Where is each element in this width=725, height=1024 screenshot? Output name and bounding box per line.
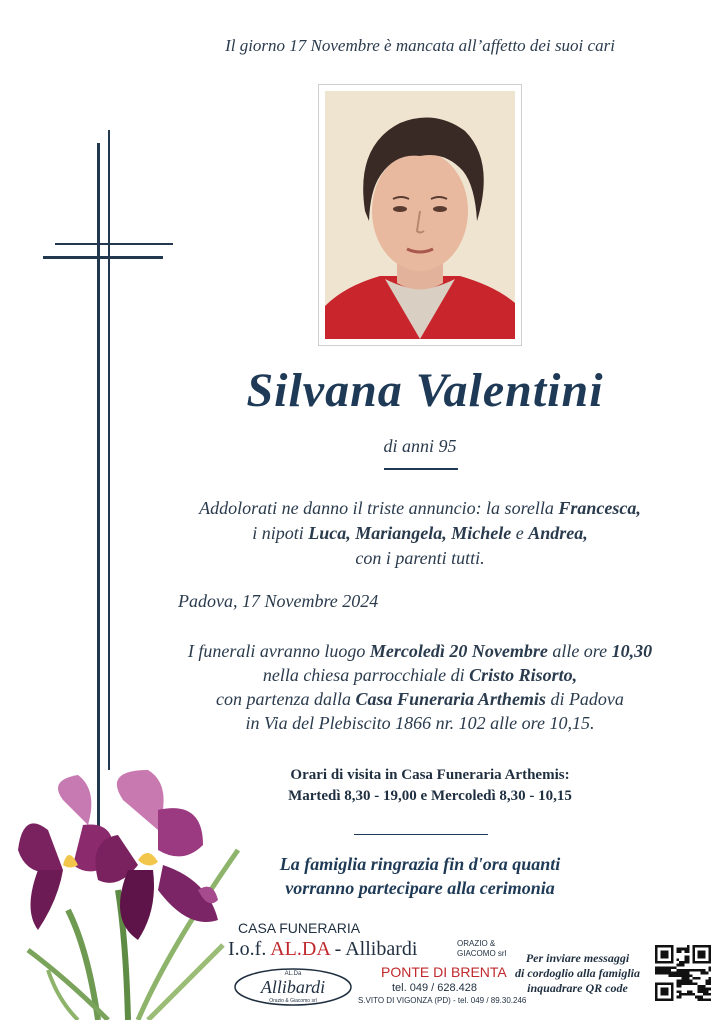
- iris-flowers-illustration: [8, 770, 248, 1020]
- funeral-text: nella chiesa parrocchiale di: [262, 665, 470, 685]
- deceased-name: Silvana Valentini: [246, 364, 604, 417]
- cross-vertical-bar-thin: [108, 130, 110, 770]
- fh-name-brand: AL.DA: [270, 938, 330, 960]
- funeral-home-phone: tel. 049 / 628.428: [392, 982, 478, 994]
- allibardi-logo: [233, 967, 353, 1007]
- funeral-line-2: [140, 665, 700, 686]
- thanks-line-2: vorranno partecipare alla cerimonia: [285, 878, 555, 898]
- announcement-text: Addolorati ne danno il triste annuncio: la sorella: [199, 498, 559, 518]
- qr-code[interactable]: [655, 945, 711, 1001]
- intro-text: Il giorno 17 Novembre è mancata all’affetto dei suoi cari: [225, 36, 615, 55]
- section-divider: [354, 834, 488, 835]
- fh-name-part: I.o.f.: [228, 938, 271, 960]
- funeral-home-title: [228, 938, 417, 961]
- funeral-home-location: PONTE DI BRENTA: [381, 964, 507, 980]
- logo-small-text: AL.Da: [284, 971, 302, 977]
- cross-vertical-bar: [97, 143, 100, 843]
- funeral-time: 10,30: [611, 641, 653, 661]
- funeral-date: Mercoledì 20 Novembre: [369, 641, 548, 661]
- qr-text-line: di cordoglio alla famiglia: [515, 966, 640, 980]
- age-divider: [384, 468, 458, 470]
- funeral-home-name: Casa Funeraria Arthemis: [355, 689, 546, 709]
- fh-owner-line: GIACOMO srl: [457, 949, 507, 958]
- funeral-line-4: in Via del Plebiscito 1866 nr. 102 alle ore 10,15.: [245, 713, 595, 733]
- cross-horizontal-bar-thin: [55, 243, 173, 245]
- qr-text-line: inquadrare QR code: [527, 981, 628, 995]
- announcement-line-1: [150, 498, 690, 519]
- announcement-text: e: [511, 523, 529, 543]
- funeral-text: alle ore: [547, 641, 612, 661]
- cross-horizontal-bar: [43, 256, 163, 259]
- age-text: di anni 95: [383, 436, 457, 456]
- funeral-line-3: [140, 689, 700, 710]
- portrait-photo: [318, 84, 522, 346]
- funeral-home-owners: [457, 939, 506, 959]
- funeral-home-address: S.VITO DI VIGONZA (PD) - tel. 049 / 89.30.246: [358, 996, 527, 1005]
- portrait-image: [325, 91, 515, 339]
- qr-instructions: [500, 951, 655, 996]
- funeral-line-1: [140, 641, 700, 662]
- announcement-line-3: con i parenti tutti.: [355, 548, 485, 568]
- place-date: Padova, 17 Novembre 2024: [178, 591, 379, 611]
- church-name: Cristo Risorto,: [469, 665, 578, 685]
- fh-owner-line: ORAZIO &: [457, 939, 496, 948]
- sister-name: Francesca,: [558, 498, 641, 518]
- nephew-name: Andrea,: [528, 523, 588, 543]
- fh-name-part: - Allibardi: [329, 938, 418, 960]
- visit-hours-title: Orari di visita in Casa Funeraria Arthemis:: [290, 767, 570, 783]
- logo-text: Allibardi: [260, 977, 326, 997]
- announcement-text: i nipoti: [252, 523, 309, 543]
- qr-text-line: Per inviare messaggi: [525, 951, 630, 965]
- funeral-text: con partenza dalla: [216, 689, 356, 709]
- funeral-text: I funerali avranno luogo: [187, 641, 370, 661]
- announcement-line-2: [150, 523, 690, 544]
- visit-hours: Martedì 8,30 - 19,00 e Mercoledì 8,30 - 10,15: [288, 788, 572, 804]
- thanks-line-1: La famiglia ringrazia fin d'ora quanti: [279, 854, 561, 874]
- funeral-home-label: CASA FUNERARIA: [238, 920, 361, 936]
- logo-sub-text: Orazio & Giacomo srl: [269, 998, 317, 1004]
- funeral-text: di Padova: [545, 689, 624, 709]
- nephews-names: Luca, Mariangela, Michele: [308, 523, 512, 543]
